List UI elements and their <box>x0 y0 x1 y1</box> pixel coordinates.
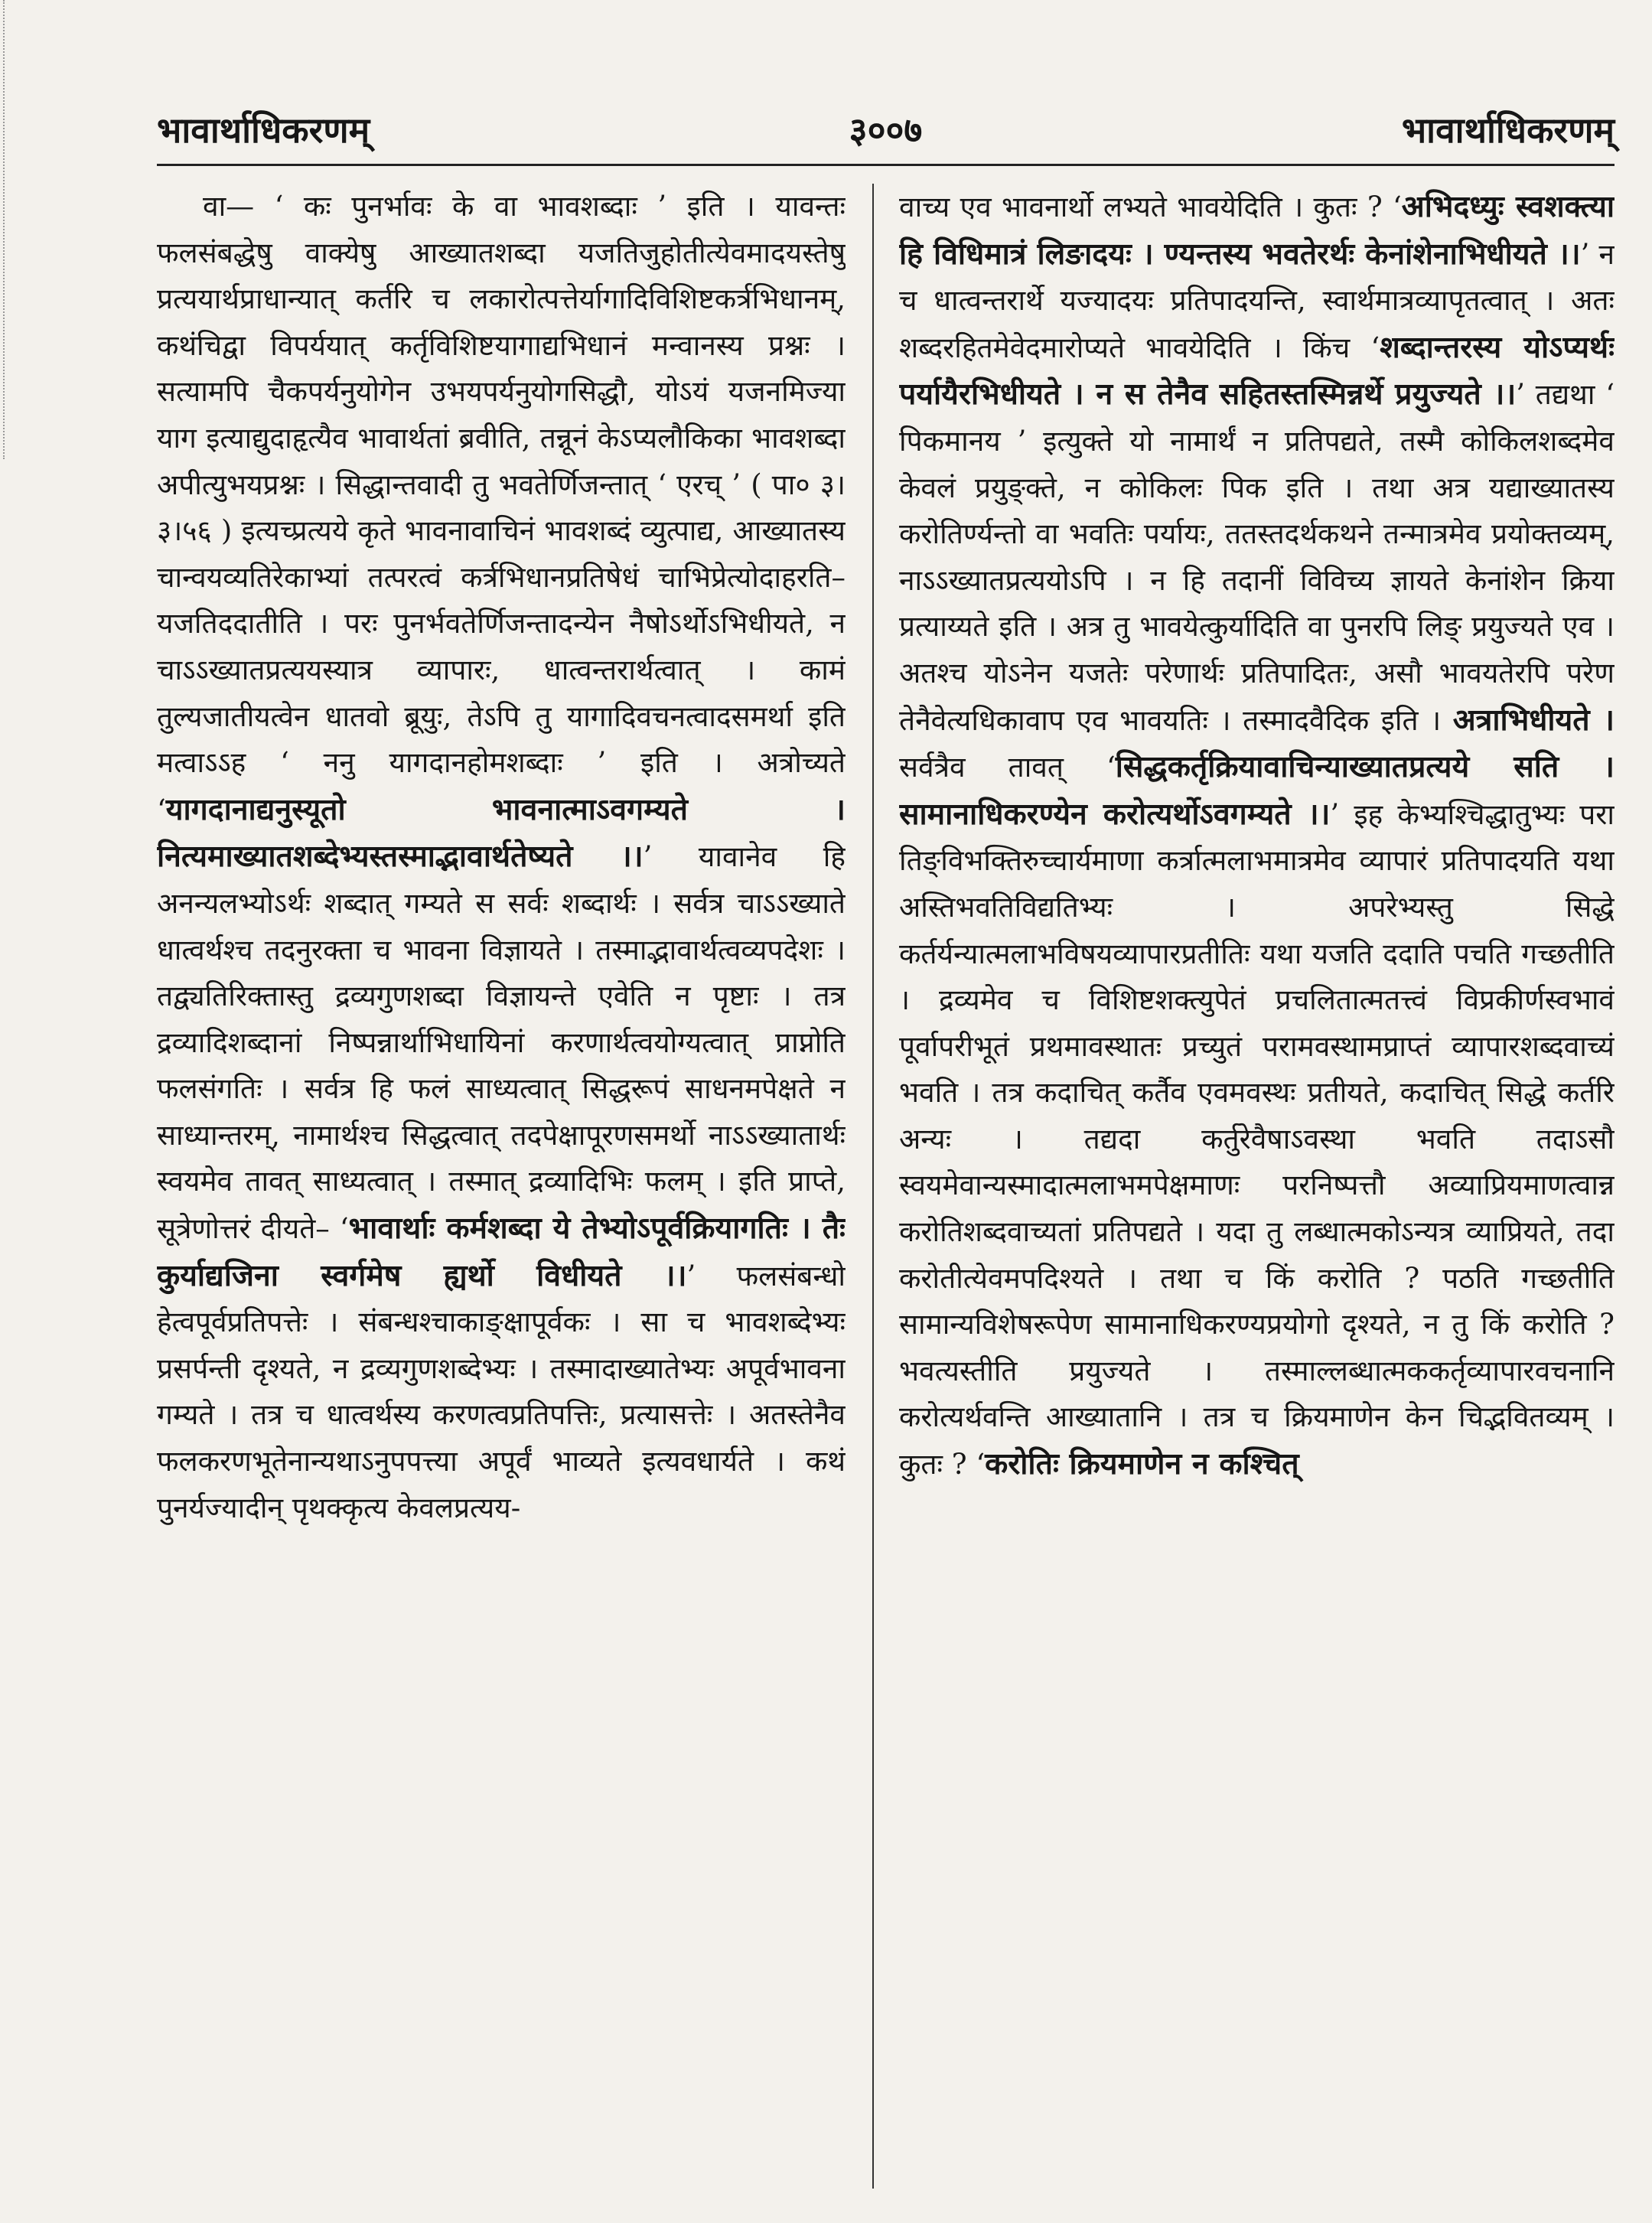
right-verse-1: अभिदध्युः स्वशक्त्या हि विधिमात्रं लिङादयः । ण्यन्तस्य भवतेरर्थः केनांशेनाभिधीयते ।। <box>899 189 1615 272</box>
left-verse-2: भावार्थाः कर्मशब्दा ये तेभ्योऽपूर्वक्रियागतिः । तैः कुर्याद्यजिना स्वर्गमेष ह्यर्थो विधीयते ।। <box>157 1211 846 1293</box>
scan-edge-mark <box>3 0 5 459</box>
right-verse-2: शब्दान्तरस्य योऽप्यर्थः पर्यायैरभिधीयते । न स तेनैव सहितस्तस्मिन्नर्थे प्रयुज्यते ।। <box>899 329 1615 412</box>
left-text-3: ’ फलसंबन्धो हेत्वपूर्वप्रतिपत्तेः । संबन्धश्चाकाङ्क्षापूर्वकः । सा च भावशब्देभ्यः प्रसर्पन्ती दृश्यते, न द्रव्यगुणशब्देभ्यः । तस्मादाख्यातेभ्यः अपूर्वभावना गम्यते । तत्र च धात्वर्थस्य करणत्वप्रतिपत्तिः, प्रत्यासत्तेः । अतस्तेनैव फलकरणभूतेनान्यथाऽनुपपत्त्या अपूर्वं भाव्यते इत्यवधार्यते । कथं पुनर्यज्यादीन् पृथक्कृत्य केवलप्रत्यय- <box>157 1259 846 1524</box>
column-divider <box>872 184 874 2189</box>
right-verse-4: करोतिः क्रियमाणेन न कश्चित् <box>985 1446 1299 1482</box>
running-title-right: भावार्थाधिकरणम् <box>1401 109 1615 151</box>
left-column <box>157 184 846 2189</box>
left-text-1: वा— ‘ कः पुनर्भावः के वा भावशब्दाः ’ इति । यावन्तः फलसंबद्धेषु वाक्येषु आख्यातशब्दा यजतिजुहोतीत्येवमादयस्तेषु प्रत्ययार्थप्राधान्यात् कर्तरि च लकारोत्पत्तेर्यागादिविशिष्टकर्त्रभिधानम्, कथंचिद्वा विपर्ययात् कर्तृविशिष्टयागाद्यभिधानं मन्वानस्य प्रश्नः । सत्यामपि चैकपर्यनुयोगेन उभयपर्यनुयोगसिद्धौ, योऽयं यजनमिज्या याग इत्याद्युदाहृत्यैव भावार्थतां ब्रवीति, तन्नूनं केऽप्यलौकिका भावशब्दा अपीत्युभयप्रश्नः । सिद्धान्तवादी तु भवतेर्णिजन्तात् ‘ एरच् ’ ( पा० ३।३।५६ ) इत्यच्प्रत्यये कृते भावनावाचिनं भावशब्दं व्युत्पाद्य, आख्यातस्य चान्वयव्यतिरेकाभ्यां तत्परत्वं कर्त्रभिधानप्रतिषेधं चाभिप्रेत्योदाहरति– यजतिददातीति । परः पुनर्भवतेर्णिजन्तादन्येन नैषोऽर्थोऽभिधीयते, न चाऽऽख्यातप्रत्ययस्यात्र व्यापारः, धात्वन्तरार्थत्वात् । कामं तुल्यजातीयत्वेन धातवो ब्रूयुः, तेऽपि तु यागादिवचनत्वादसमर्था इति मत्वाऽऽह ‘ ननु यागदानहोमशब्दाः ’ इति । अत्रोच्यते ‘ <box>157 190 846 826</box>
header-rule <box>157 164 1615 166</box>
right-text-4: सर्वत्रैव तावत् ‘ <box>899 751 1116 784</box>
right-text-3: ’ तद्यथा ‘ पिकमानय ’ इत्युक्ते यो नामार्थं न प्रतिपद्यते, तस्मै कोकिलशब्दमेव केवलं प्रयुङ्क्ते, न कोकिलः पिक इति । तथा अत्र यद्याख्यातस्य करोतिर्ण्यन्तो वा भवतिः पर्यायः, ततस्तदर्थकथने तन्मात्रमेव प्रयोक्तव्यम्, नाऽऽख्यातप्रत्ययोऽपि । न हि तदानीं विविच्य ज्ञायते केनांशेन क्रिया प्रत्याय्यते इति । अत्र तु भावयेत्कुर्यादिति वा पुनरपि लिङ् प्रयुज्यते एव । अतश्च योऽनेन यजतेः परेणार्थः प्रतिपादितः, असौ भावयतेरपि परेण तेनैवेत्यधिकावाप एव भावयतिः । तस्मादवैदिक इति । <box>899 378 1615 737</box>
right-column <box>899 184 1615 2189</box>
right-text-1: वाच्य एव भावनार्थो लभ्यते भावयेदिति । कुतः ? ‘ <box>899 191 1402 223</box>
right-text-5: ’ इह केभ्यश्चिद्धातुभ्यः परा तिङ्विभक्तिरुच्चार्यमाणा कर्त्रात्मलाभमात्रमेव व्यापारं प्रतिपादयति यथा अस्तिभवतिविद्यतिभ्यः । अपरेभ्यस्तु सिद्धे कर्तर्यन्यात्मलाभविषयव्यापारप्रतीतिः यथा यजति ददाति पचति गच्छतीति । द्रव्यमेव च विशिष्टशक्त्युपेतं प्रचलितात्मतत्त्वं विप्रकीर्णस्वभावं पूर्वापरीभूतं प्रथमावस्थातः प्रच्युतं परामवस्थामप्राप्तं व्यापारशब्दवाच्यं भवति । तत्र कदाचित् कर्तैव एवमवस्थः प्रतीयते, कदाचित् सिद्धे कर्तरि अन्यः । तद्यदा कर्तुरेवैषाऽवस्था भवति तदाऽसौ स्वयमेवान्यस्मादात्मलाभमपेक्षमाणः परनिष्पत्तौ अव्याप्रियमाणत्वान्न करोतिशब्दवाच्यतां प्रतिपद्यते । यदा तु लब्धात्मकोऽन्यत्र व्याप्रियते, तदा करोतीत्येवमपदिश्यते । तथा च किं करोति ? पठति गच्छतीति सामान्यविशेषरूपेण सामानाधिकरण्यप्रयोगो दृश्यते, न तु किं करोति ? भवत्यस्तीति प्रयुज्यते । तस्माल्लब्धात्मककर्तृव्यापारवचनानि करोत्यर्थवन्ति आख्यातानि । तत्र च क्रियमाणेन केन चिद्भवितव्यम् । कुतः ? ‘ <box>899 797 1615 1481</box>
right-verse-3: सिद्धकर्तृक्रियावाचिन्याख्यातप्रत्यये सति । सामानाधिकरण्येन करोत्यर्थोऽवगम्यते ।। <box>899 749 1615 832</box>
right-paragraph <box>899 184 1615 1488</box>
left-text-2: ’ यावानेव हि अनन्यलभ्योऽर्थः शब्दात् गम्यते स सर्वः शब्दार्थः । सर्वत्र चाऽऽख्याते धात्वर्थश्च तदनुरक्ता च भावना विज्ञायते । तस्माद्भावार्थत्वव्यपदेशः । तद्व्यतिरिक्तास्तु द्रव्यगुणशब्दा विज्ञायन्ते एवेति न पृष्टाः । तत्र द्रव्यादिशब्दानां निष्पन्नार्थाभिधायिनां करणार्थत्वयोग्यत्वात् प्राप्नोति फलसंगतिः । सर्वत्र हि फलं साध्यत्वात् सिद्धरूपं साधनमपेक्षते न साध्यान्तरम्, नामार्थश्च सिद्धत्वात् तदपेक्षापूरणसमर्थो नाऽऽख्यातार्थः स्वयमेव तावत् साध्यत्वात् । तस्मात् द्रव्यादिभिः फलम् । इति प्राप्ते, सूत्रेणोत्तरं दीयते– ‘ <box>157 840 846 1246</box>
running-title-left: भावार्थाधिकरणम् <box>157 109 370 151</box>
left-paragraph <box>157 184 846 1531</box>
right-heading-1: अत्राभिधीयते । <box>1452 702 1615 738</box>
right-text-2: ’ न च धात्वन्तरार्थे यज्यादयः प्रतिपादयन्ति, स्वार्थमात्रव्यापृतत्वात् । अतः शब्दरहितमेवेदमारोप्यते भावयेदिति । किंच ‘ <box>899 237 1615 364</box>
page-header <box>157 106 1615 159</box>
page-number: ३००७ <box>849 109 923 151</box>
left-verse-1: यागदानाद्यनुस्यूतो भावनात्माऽवगम्यते । नित्यमाख्यातशब्देभ्यस्तस्माद्भावार्थतेष्यते ।। <box>157 791 846 875</box>
